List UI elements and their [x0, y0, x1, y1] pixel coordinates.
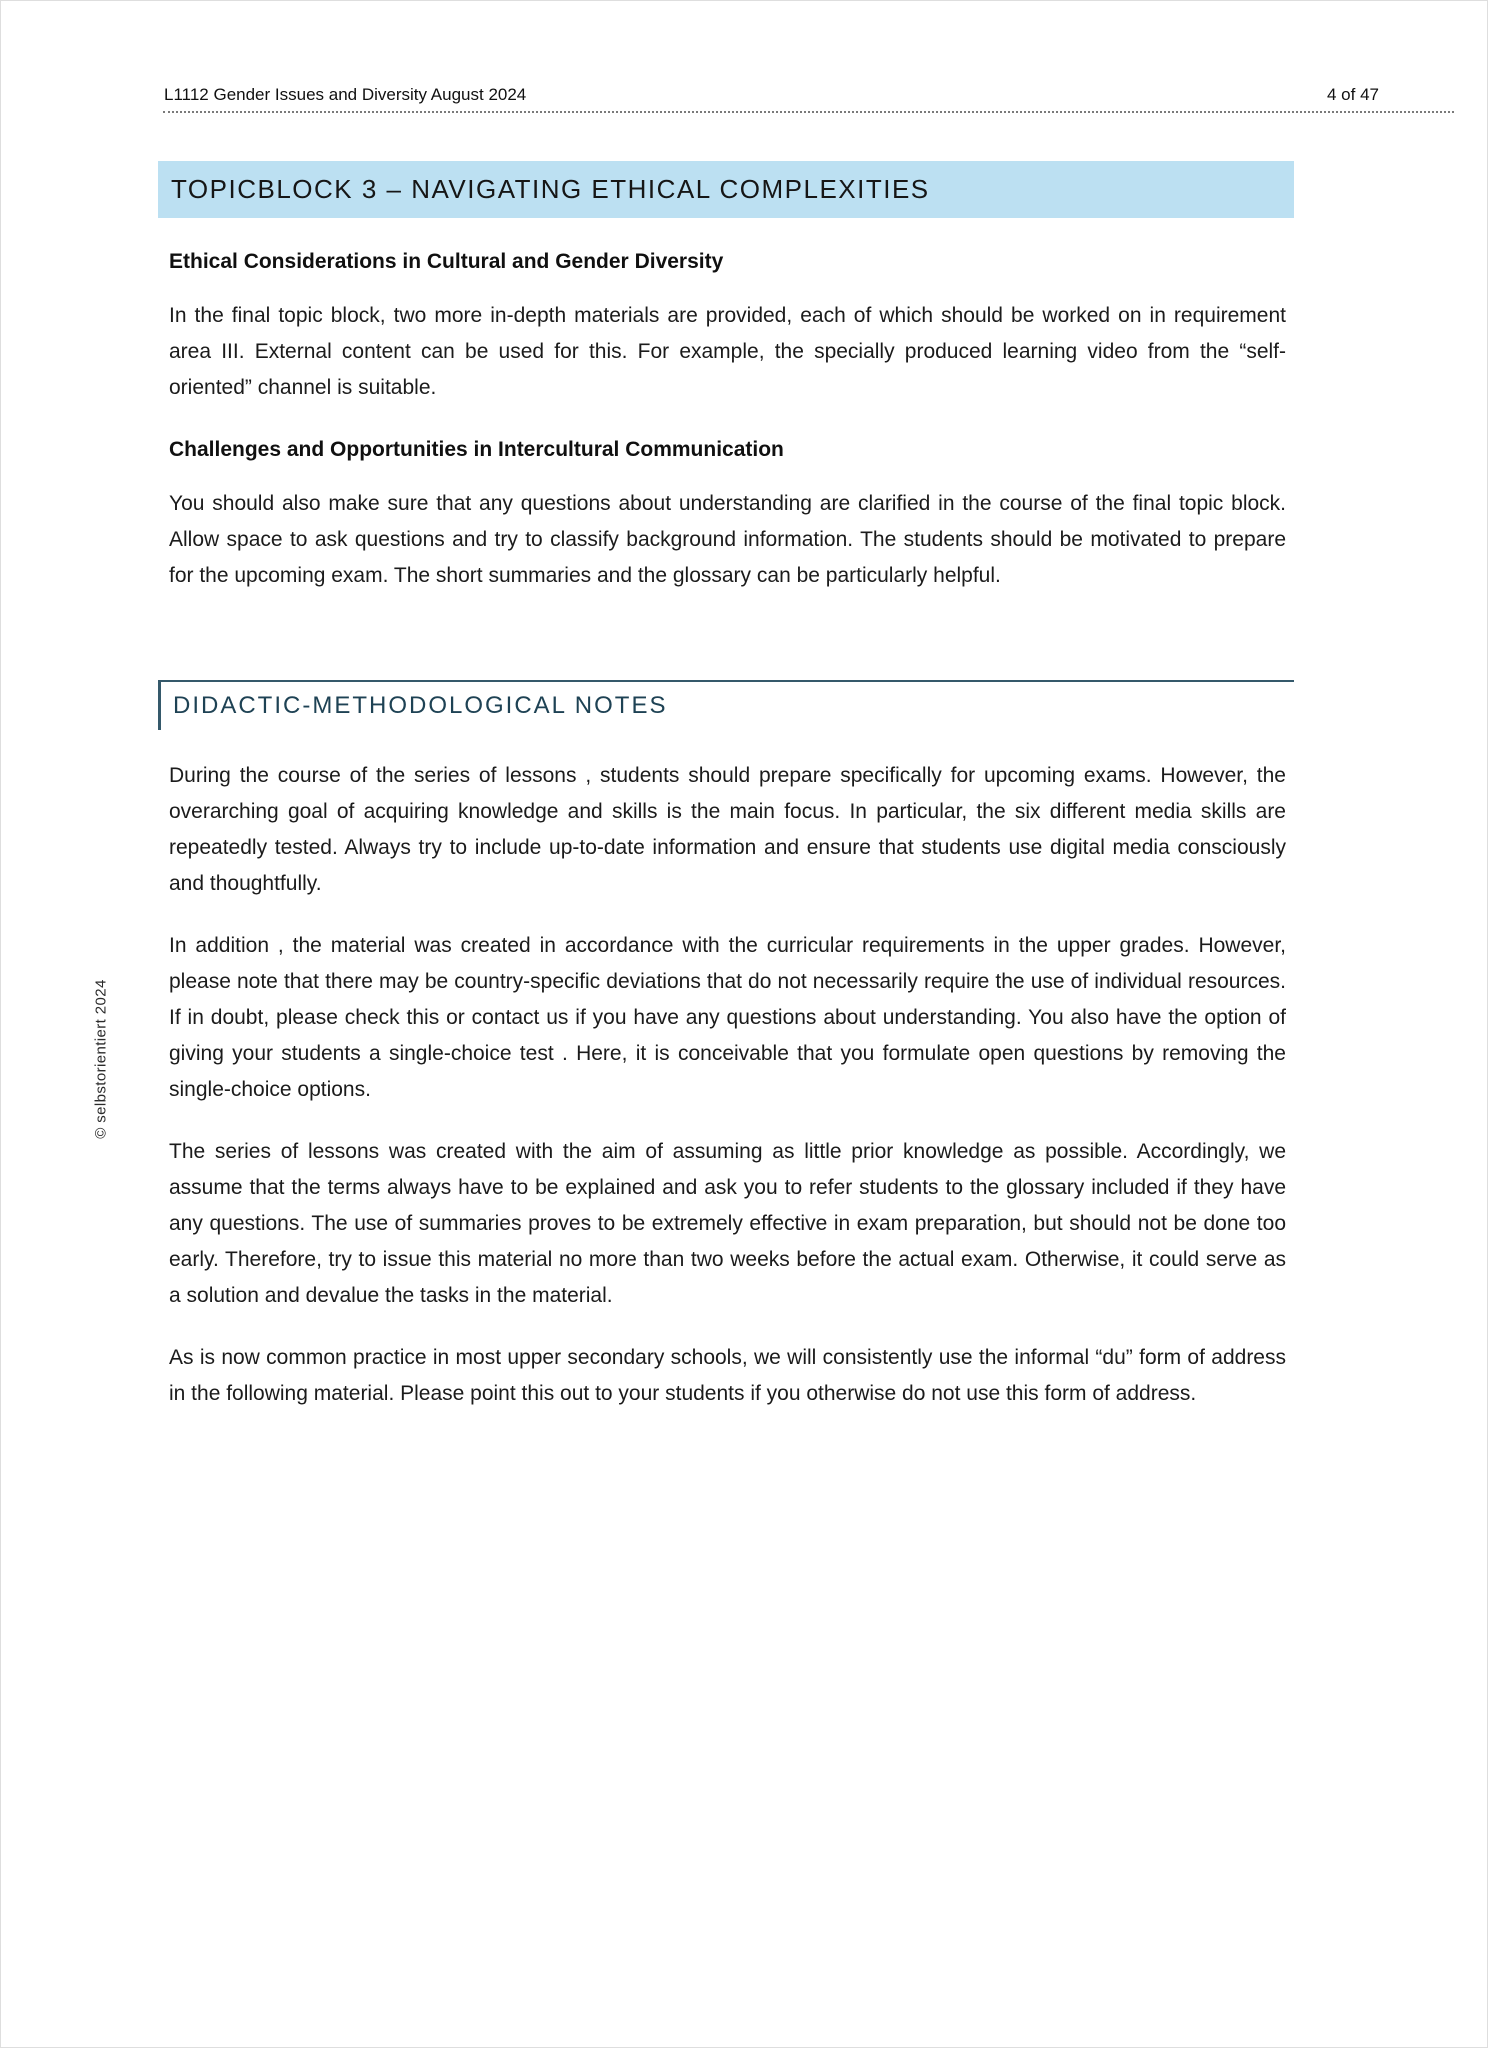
didactic-notes-heading-box [158, 682, 1294, 730]
notes-paragraph-prior-knowledge: The series of lessons was created with the aim of assuming as little prior knowledge as possible. Accordingly, we assume that the terms always have to be explained and ask you to refer students to the glossary included if they have any questions. The use of summaries proves to be extremely effective in exam preparation, but should not be done too early. Therefore, try to issue this material no more than two weeks before the actual exam. Otherwise, it could serve as a solution and devalue the tasks in the material. [169, 1140, 1286, 1307]
copyright-vertical-text: © selbstorientiert 2024 [92, 979, 110, 1139]
header-divider [163, 111, 1454, 113]
notes-paragraph-curricular-requirements: In addition , the material was created in accordance with the curricular requirements in the upper grades. However, please note that there may be country-specific deviations that do not necessarily require the use of individual resources. If in doubt, please check this or contact us if you have any questions about understanding. You also have the option of giving your students a single-choice test . Here, it is conceivable that you formulate open questions by removing the single-choice options. [169, 934, 1286, 1101]
page-number: 4 of 47 [1327, 85, 1379, 104]
topicblock-banner-title: TOPICBLOCK 3 – NAVIGATING ETHICAL COMPLEXITIES [171, 174, 930, 204]
subheading-challenges-opportunities: Challenges and Opportunities in Intercultural Communication [169, 438, 784, 461]
topicblock-banner [158, 161, 1294, 218]
notes-paragraph-informal-address: As is now common practice in most upper secondary schools, we will consistently use the informal “du” form of address in the following material. Please point this out to your students if you otherwise do not use this form of address. [169, 1346, 1286, 1405]
paragraph-questions-understanding: You should also make sure that any questions about understanding are clarified in the course of the final topic block. Allow space to ask questions and try to classify background information. The students should be motivated to prepare for the upcoming exam. The short summaries and the glossary can be particularly helpful. [169, 492, 1286, 587]
subheading-ethical-considerations: Ethical Considerations in Cultural and Gender Diversity [169, 250, 724, 273]
paragraph-final-topic-block: In the final topic block, two more in-depth materials are provided, each of which should be worked on in requirement area III. External content can be used for this. For example, the specially produced learning video from the “self-oriented” channel is suitable. [169, 304, 1286, 399]
didactic-notes-section [158, 680, 1294, 1412]
content-column [158, 161, 1294, 1412]
notes-paragraph-exam-preparation: During the course of the series of lessons , students should prepare specifically for upcoming exams. However, the overarching goal of acquiring knowledge and skills is the main focus. In particular, the six different media skills are repeatedly tested. Always try to include up-to-date information and ensure that students use digital media consciously and thoughtfully. [169, 764, 1286, 895]
didactic-notes-heading: DIDACTIC-METHODOLOGICAL NOTES [173, 692, 668, 719]
document-header-title: L1112 Gender Issues and Diversity August 2024 [164, 85, 527, 104]
